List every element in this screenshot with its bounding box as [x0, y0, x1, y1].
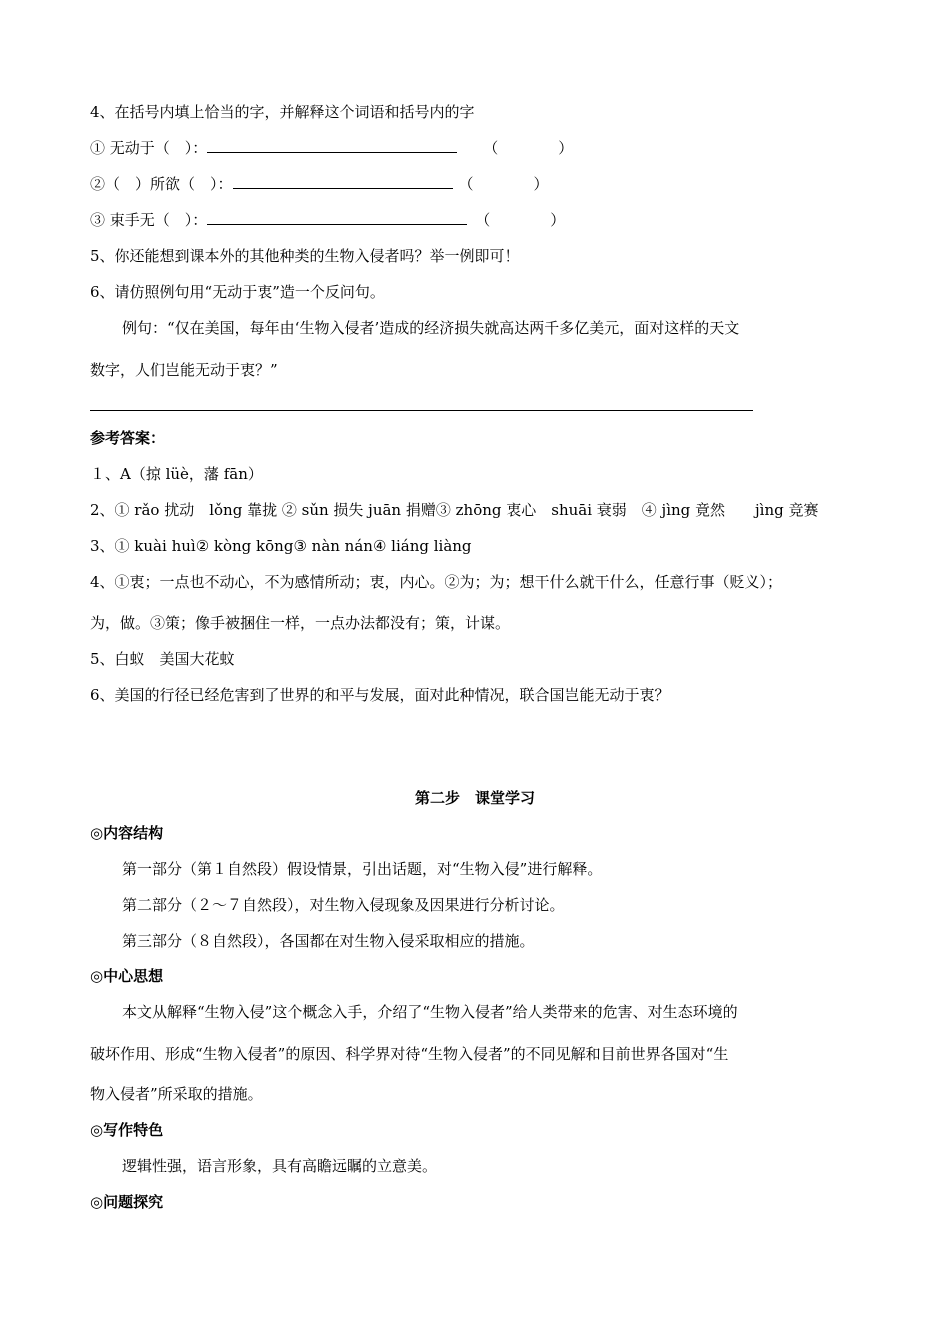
- section-problem-inquiry: ◎问题探究: [90, 1193, 164, 1211]
- q4-item-suffix: （ ）: [458, 175, 549, 193]
- exercise-q6: 6、请仿照例句用“无动于衷”造一个反问句。: [90, 283, 385, 301]
- answer-4-line-1: 4、①衷；一点也不动心，不为感情所动；衷，内心。②为；为；想干什么就干什么，任意行事（贬义）；: [90, 573, 783, 591]
- central-idea-line-1: 本文从解释“生物入侵”这个概念入手，介绍了“生物入侵者”给人类带来的危害、对生态环境的: [122, 1003, 738, 1021]
- q4-item-prefix: ① 无动于（ ）：: [90, 139, 208, 157]
- answer-5: 5、白蚁 美国大花蚊: [90, 650, 235, 668]
- exercise-q5: 5、你还能想到课本外的其他种类的生物入侵者吗？举一例即可！: [90, 247, 520, 265]
- exercise-q4-item-3: [90, 210, 565, 230]
- example-sentence-line-2: 数字，人们岂能无动于衷？”: [90, 361, 278, 379]
- q4-item-suffix: （ ）: [475, 211, 566, 229]
- exercise-q4-item-1: [90, 138, 573, 158]
- exercise-q4-item-2: [90, 174, 549, 194]
- answer-blank: [233, 174, 453, 189]
- section-central-idea: ◎中心思想: [90, 967, 164, 985]
- step-two-heading: 第二步 课堂学习: [414, 789, 535, 807]
- section-writing-features: ◎写作特色: [90, 1121, 164, 1139]
- structure-item-3: 第三部分（８自然段），各国都在对生物入侵采取相应的措施。: [122, 932, 535, 950]
- answer-blank: [207, 138, 457, 153]
- q4-item-prefix: ③ 束手无（ ）：: [90, 211, 208, 229]
- example-sentence-line-1: 例句：“仅在美国，每年由‘生物入侵者’造成的经济损失就高达两千多亿美元，面对这样的天文: [122, 319, 740, 337]
- structure-item-2: 第二部分（２～７自然段），对生物入侵现象及因果进行分析讨论。: [122, 896, 565, 914]
- section-content-structure: ◎内容结构: [90, 824, 164, 842]
- answers-title: 参考答案：: [90, 429, 166, 447]
- answer-6: 6、美国的行径已经危害到了世界的和平与发展，面对此种情况，联合国岂能无动于衷？: [90, 686, 670, 704]
- central-idea-line-2: 破坏作用、形成“生物入侵者”的原因、科学界对待“生物入侵者”的不同见解和目前世界各国对“生: [90, 1045, 729, 1063]
- answer-4-line-2: 为，做。③策；像手被捆住一样，一点办法都没有；策，计谋。: [90, 614, 511, 632]
- writing-features-text: 逻辑性强，语言形象，具有高瞻远瞩的立意美。: [122, 1157, 438, 1175]
- answer-1: １、A（掠 lüè，藩 fān）: [90, 465, 263, 483]
- answer-3: 3、① kuài huì② kòng kōng③ nàn nán④ liáng liàng: [90, 537, 472, 555]
- answer-blank: [207, 210, 467, 225]
- central-idea-line-3: 物入侵者”所采取的措施。: [90, 1085, 263, 1103]
- structure-item-1: 第一部分（第１自然段）假设情景，引出话题，对“生物入侵”进行解释。: [122, 860, 603, 878]
- answer-2: 2、① rǎo 扰动 lǒng 靠拢 ② sǔn 损失 juān 捐赠③ zhōng 衷心 shuāi 衰弱 ④ jìng 竟然 jìng 竞赛: [90, 501, 819, 519]
- q4-item-prefix: ②（ ）所欲（ ）：: [90, 175, 233, 193]
- q4-item-suffix: （ ）: [483, 139, 574, 157]
- answer-rule-line: [90, 410, 753, 411]
- exercise-q4-title: 4、在括号内填上恰当的字，并解释这个词语和括号内的字: [90, 103, 475, 121]
